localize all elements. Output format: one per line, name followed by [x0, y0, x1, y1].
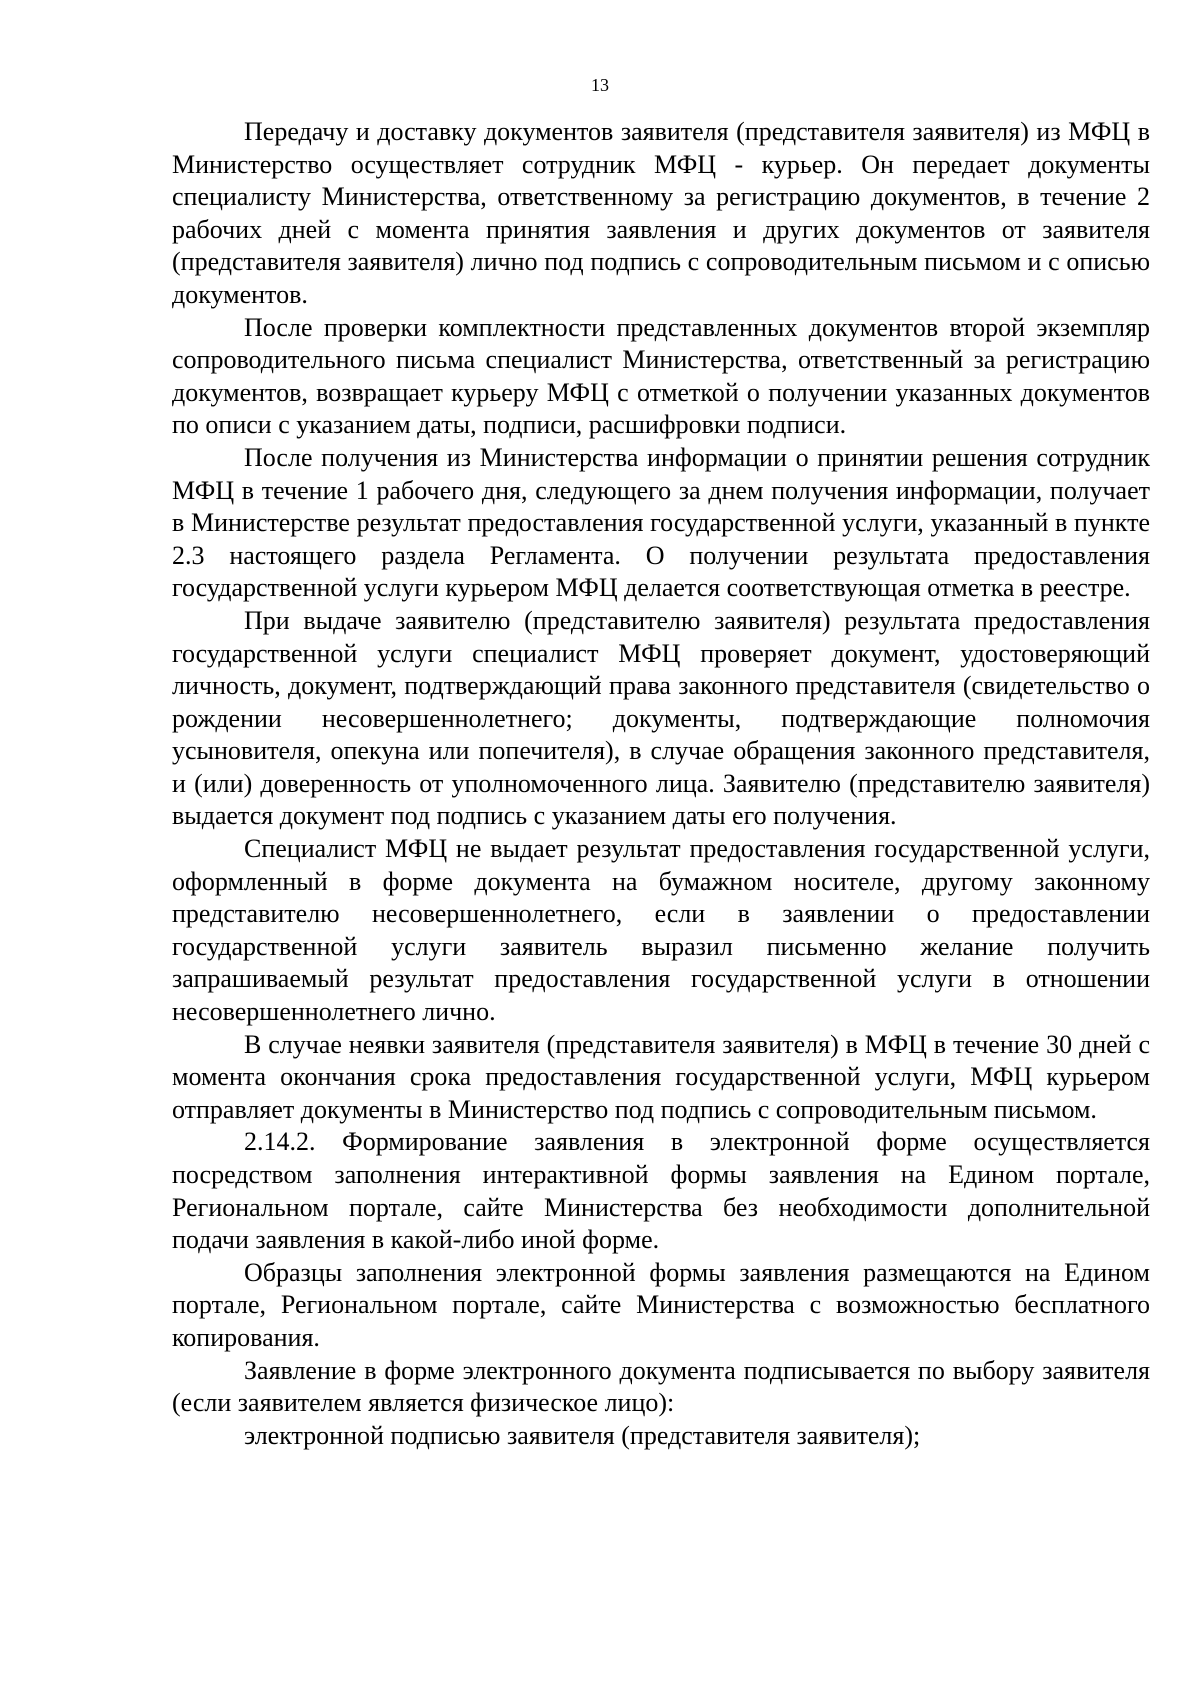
paragraph-non-appearance: В случае неявки заявителя (представителя заявителя) в МФЦ в течение 30 дней с момента окончания срока предоставления государственной услуги, МФЦ курьером отправляет документы в Министерство под подпись с сопроводительным письмом.	[172, 1029, 1150, 1124]
paragraph-signature-choice: Заявление в форме электронного документа подписывается по выбору заявителя (если заявителем является физическое лицо):	[172, 1355, 1150, 1418]
paragraph-electronic-form: 2.14.2. Формирование заявления в электронной форме осуществляется посредством заполнения интерактивной формы заявления на Едином портале, Региональном портале, сайте Министерства без необходимости дополнительной подачи заявления в какой-либо иной форме.	[172, 1127, 1150, 1255]
paragraph-courier-transfer: Передачу и доставку документов заявителя (представителя заявителя) из МФЦ в Министерство осуществляет сотрудник МФЦ - курьер. Он передает документы специалисту Министерства, ответственному за регистрацию документов, в течение 2 рабочих дней с момента принятия заявления и других документов от заявителя (представителя заявителя) лично под подпись с сопроводительным письмом и с описью документов.	[172, 117, 1150, 309]
paragraph-completeness-check: После проверки комплектности представленных документов второй экземпляр сопроводительного письма специалист Министерства, ответственный за регистрацию документов, возвращает курьеру МФЦ с отметкой о получении указанных документов по описи с указанием даты, подписи, расшифровки подписи.	[172, 312, 1150, 440]
page-number: 13	[591, 75, 609, 95]
paragraph-form-samples: Образцы заполнения электронной формы заявления размещаются на Едином портале, Региональном портале, сайте Министерства с возможностью бесплатного копирования.	[172, 1257, 1150, 1352]
paragraph-electronic-signature: электронной подписью заявителя (представителя заявителя);	[244, 1420, 921, 1450]
paragraph-receiving-result: После получения из Министерства информации о принятии решения сотрудник МФЦ в течение 1 рабочего дня, следующего за днем получения информации, получает в Министерстве результат предоставления государственной услуги, указанный в пункте 2.3 настоящего раздела Регламента. О получении результата предоставления государственной услуги курьером МФЦ делается соответствующая отметка в реестре.	[172, 442, 1150, 603]
document-body	[172, 116, 1150, 1452]
paragraph-issuing-result: При выдаче заявителю (представителю заявителя) результата предоставления государственной услуги специалист МФЦ проверяет документ, удостоверяющий личность, документ, подтверждающий права законного представителя (свидетельство о рождении несовершеннолетнего; документы, подтверждающие полномочия усыновителя, опекуна или попечителя), в случае обращения законного представителя, и (или) доверенность от уполномоченного лица. Заявителю (представителю заявителя) выдается документ под подпись с указанием даты его получения.	[172, 605, 1150, 831]
paragraph-no-issue-condition: Специалист МФЦ не выдает результат предоставления государственной услуги, оформленный в форме документа на бумажном носителе, другому законному представителю несовершеннолетнего, если в заявлении о предоставлении государственной услуги заявитель выразил письменно желание получить запрашиваемый результат предоставления государственной услуги в отношении несовершеннолетнего лично.	[172, 834, 1150, 1027]
